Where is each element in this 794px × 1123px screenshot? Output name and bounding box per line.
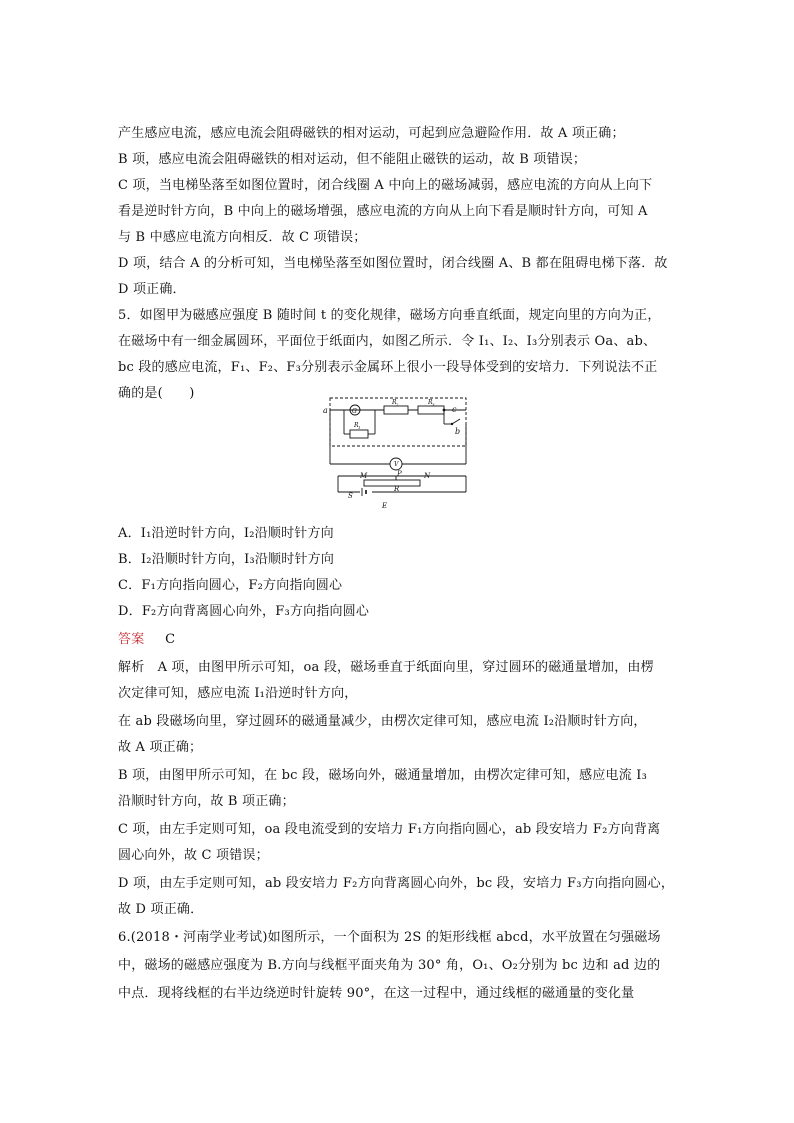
analysis-line: D 项，由左手定则可知，ab 段安培力 F₂方向背离圆心向外，bc 段，安培力 F₃方向指向圆心，: [118, 876, 675, 891]
label-b: b: [455, 427, 461, 436]
text-line: 产生感应电流，感应电流会阻碍磁铁的相对运动，可起到应急避险作用．故 A 项正确；: [118, 126, 625, 141]
text-line: D 项，结合 A 的分析可知，当电梯坠落至如图位置时，闭合线圈 A、B 都在阻碍电梯下落．故: [118, 256, 668, 271]
label-r: R: [394, 485, 400, 493]
analysis-line: 圆心向外，故 C 项错误；: [118, 848, 269, 863]
analysis-line: C 项，由左手定则可知，oa 段电流受到的安培力 F₁方向指向圆心，ab 段安培力 F₂方向背离: [118, 822, 661, 837]
label-m: M: [360, 472, 368, 480]
label-r2: R: [392, 399, 397, 406]
analysis-line: B 项，由图甲所示可知，在 bc 段，磁场向外，磁通量增加，由楞次定律可知，感应电流 I₃: [118, 768, 648, 783]
option-a: A．I₁沿逆时针方向，I₂沿顺时针方向: [118, 526, 334, 541]
circuit-diagram: [320, 396, 472, 510]
label-a: a: [323, 406, 328, 415]
text-line: D 项正确．: [118, 282, 186, 297]
analysis-line: 次定律可知，感应电流 I₁沿逆时针方向，: [118, 686, 358, 701]
option-b: B．I₂沿顺时针方向，I₃沿顺时针方向: [118, 552, 335, 567]
question-5-line: 确的是( ): [118, 386, 195, 401]
question-5-line: bc 段的感应电流，F₁、F₂、F₃分别表示金属环上很小一段导体受到的安培力．下列说法不正: [118, 360, 658, 375]
text-line: 与 B 中感应电流方向相反．故 C 项错误；: [118, 230, 367, 245]
text-line: C 项，当电梯坠落至如图位置时，闭合线圈 A 中向上的磁场减弱，感应电流的方向从上向下: [118, 178, 653, 193]
answer-label: 答案: [118, 632, 145, 647]
resistor-r2: [384, 406, 408, 414]
label-r1: R: [354, 422, 359, 429]
label-r1-sub: 1: [358, 425, 361, 430]
question-6-line: 中点．现将线框的右半边绕逆时针旋转 90°，在这一过程中，通过线框的磁通量的变化量: [118, 986, 635, 1001]
label-r2-sub: 2: [396, 402, 399, 407]
label-n: N: [424, 472, 431, 480]
label-e: E: [382, 502, 388, 510]
analysis-line: 沿顺时针方向，故 B 项正确；: [118, 794, 295, 809]
text-line: 看是逆时针方向，B 中向上的磁场增强，感应电流的方向从上向下看是顺时针方向，可知 A: [118, 204, 648, 219]
option-c: C．F₁方向指向圆心，F₂方向指向圆心: [118, 578, 343, 593]
text-line: B 项，感应电流会阻碍磁铁的相对运动，但不能阻止磁铁的运动，故 B 项错误；: [118, 152, 587, 167]
option-d: D．F₂方向背离圆心向外，F₃方向指向圆心: [118, 604, 370, 619]
label-c: c: [452, 405, 457, 414]
analysis-line: 在 ab 段磁场向里，穿过圆环的磁通量减少，由楞次定律可知，感应电流 I₂沿顺时针方向，: [118, 714, 647, 729]
analysis-line: 解析 A 项，由图甲所示可知，oa 段，磁场垂直于纸面向里，穿过圆环的磁通量增加，由楞: [118, 660, 654, 675]
rheostat: [364, 480, 420, 486]
analysis-line: 故 D 项正确．: [118, 902, 204, 917]
label-g: G: [352, 408, 357, 415]
label-r3: R: [428, 399, 433, 406]
question-5-line: 在磁场中有一细金属圆环，平面位于纸面内，如图乙所示．令 I₁、I₂、I₃分别表示 Oa、ab、: [118, 334, 657, 349]
answer-value: C: [165, 632, 176, 647]
question-6-line: 6.(2018・河南学业考试)如图所示，一个面积为 2S 的矩形线框 abcd，水平放置在匀强磁场: [118, 930, 661, 945]
label-p: P: [397, 470, 402, 478]
switch-blade: [452, 419, 460, 424]
answer-line: [118, 632, 678, 648]
label-s: S: [348, 492, 353, 500]
question-5-line: 5．如图甲为磁感应强度 B 随时间 t 的变化规律，磁场方向垂直纸面，规定向里的方向为正，: [118, 308, 661, 323]
label-r3-sub: 3: [432, 402, 435, 407]
analysis-line: 故 A 项正确；: [118, 740, 203, 755]
question-6-line: 中，磁场的磁感应强度为 B.方向与线框平面夹角为 30° 角，O₁、O₂分别为 bc 边和 ad 边的: [118, 958, 661, 973]
label-v: V: [394, 461, 399, 468]
resistor-r3: [418, 406, 444, 414]
resistor-r1: [350, 430, 368, 438]
